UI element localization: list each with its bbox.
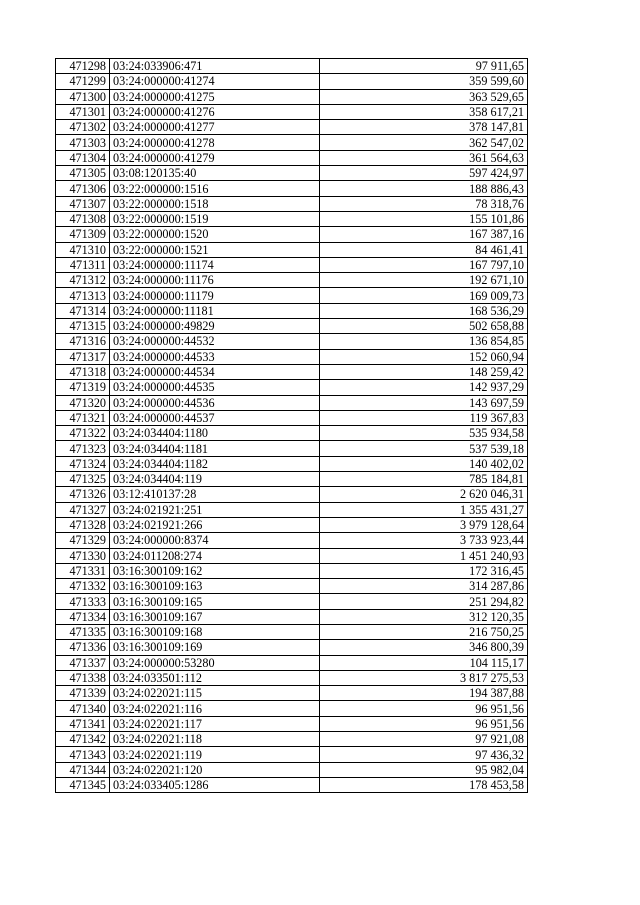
table-row	[56, 716, 528, 731]
row-id-cell: 471325	[56, 472, 110, 487]
row-id-cell: 471329	[56, 533, 110, 548]
table-row	[56, 349, 528, 364]
table-row	[56, 319, 528, 334]
cadastral-number-cell: 03:24:000000:53280	[110, 655, 320, 670]
row-id-cell: 471330	[56, 548, 110, 563]
cadastral-number-cell: 03:08:120135:40	[110, 166, 320, 181]
cadastral-value-cell: 312 120,35	[320, 609, 528, 624]
cadastral-value-cell: 194 387,88	[320, 686, 528, 701]
table-row	[56, 640, 528, 655]
table-row	[56, 196, 528, 211]
row-id-cell: 471306	[56, 181, 110, 196]
cadastral-value-cell: 140 402,02	[320, 456, 528, 471]
cadastral-value-cell: 148 259,42	[320, 364, 528, 379]
cadastral-value-cell: 167 797,10	[320, 257, 528, 272]
table-row	[56, 579, 528, 594]
row-id-cell: 471320	[56, 395, 110, 410]
cadastral-value-cell: 502 658,88	[320, 319, 528, 334]
cadastral-value-cell: 97 921,08	[320, 732, 528, 747]
cadastral-number-cell: 03:24:000000:11176	[110, 273, 320, 288]
cadastral-value-cell: 97 436,32	[320, 747, 528, 762]
table-row	[56, 533, 528, 548]
table-row	[56, 732, 528, 747]
table-row	[56, 624, 528, 639]
cadastral-number-cell: 03:22:000000:1516	[110, 181, 320, 196]
cadastral-number-cell: 03:16:300109:169	[110, 640, 320, 655]
table-row	[56, 747, 528, 762]
cadastral-number-cell: 03:24:000000:44533	[110, 349, 320, 364]
row-id-cell: 471338	[56, 670, 110, 685]
cadastral-number-cell: 03:24:000000:41276	[110, 104, 320, 119]
cadastral-number-cell: 03:24:034404:119	[110, 472, 320, 487]
cadastral-value-cell: 361 564,63	[320, 150, 528, 165]
cadastral-value-cell: 142 937,29	[320, 380, 528, 395]
row-id-cell: 471300	[56, 89, 110, 104]
table-row	[56, 563, 528, 578]
cadastral-number-cell: 03:22:000000:1521	[110, 242, 320, 257]
cadastral-number-cell: 03:22:000000:1519	[110, 211, 320, 226]
table-row	[56, 74, 528, 89]
cadastral-number-cell: 03:16:300109:162	[110, 563, 320, 578]
cadastral-value-cell: 3 733 923,44	[320, 533, 528, 548]
row-id-cell: 471333	[56, 594, 110, 609]
cadastral-number-cell: 03:16:300109:168	[110, 624, 320, 639]
cadastral-value-cell: 178 453,58	[320, 777, 528, 792]
row-id-cell: 471323	[56, 441, 110, 456]
cadastral-number-cell: 03:24:000000:11181	[110, 303, 320, 318]
table-row	[56, 548, 528, 563]
cadastral-value-cell: 2 620 046,31	[320, 487, 528, 502]
cadastral-value-cell: 97 911,65	[320, 59, 528, 74]
cadastral-number-cell: 03:24:021921:266	[110, 517, 320, 532]
table-row	[56, 502, 528, 517]
row-id-cell: 471315	[56, 319, 110, 334]
row-id-cell: 471328	[56, 517, 110, 532]
row-id-cell: 471317	[56, 349, 110, 364]
cadastral-value-cell: 78 318,76	[320, 196, 528, 211]
cadastral-value-cell: 537 539,18	[320, 441, 528, 456]
row-id-cell: 471331	[56, 563, 110, 578]
row-id-cell: 471309	[56, 227, 110, 242]
row-id-cell: 471314	[56, 303, 110, 318]
cadastral-number-cell: 03:24:011208:274	[110, 548, 320, 563]
row-id-cell: 471308	[56, 211, 110, 226]
table-row	[56, 242, 528, 257]
cadastral-value-cell: 1 451 240,93	[320, 548, 528, 563]
cadastral-number-cell: 03:22:000000:1520	[110, 227, 320, 242]
cadastral-number-cell: 03:24:022021:115	[110, 686, 320, 701]
cadastral-value-cell: 3 979 128,64	[320, 517, 528, 532]
row-id-cell: 471305	[56, 166, 110, 181]
cadastral-number-cell: 03:24:034404:1180	[110, 426, 320, 441]
table-row	[56, 701, 528, 716]
row-id-cell: 471316	[56, 334, 110, 349]
row-id-cell: 471313	[56, 288, 110, 303]
row-id-cell: 471298	[56, 59, 110, 74]
cadastral-value-cell: 168 536,29	[320, 303, 528, 318]
cadastral-number-cell: 03:24:000000:44537	[110, 410, 320, 425]
cadastral-value-cell: 1 355 431,27	[320, 502, 528, 517]
row-id-cell: 471304	[56, 150, 110, 165]
cadastral-number-cell: 03:22:000000:1518	[110, 196, 320, 211]
cadastral-number-cell: 03:24:033501:112	[110, 670, 320, 685]
row-id-cell: 471340	[56, 701, 110, 716]
table-row	[56, 487, 528, 502]
row-id-cell: 471341	[56, 716, 110, 731]
row-id-cell: 471336	[56, 640, 110, 655]
table-row	[56, 135, 528, 150]
row-id-cell: 471343	[56, 747, 110, 762]
cadastral-number-cell: 03:24:000000:44536	[110, 395, 320, 410]
row-id-cell: 471321	[56, 410, 110, 425]
row-id-cell: 471299	[56, 74, 110, 89]
cadastral-number-cell: 03:24:022021:118	[110, 732, 320, 747]
cadastral-number-cell: 03:16:300109:163	[110, 579, 320, 594]
row-id-cell: 471319	[56, 380, 110, 395]
cadastral-number-cell: 03:24:000000:11179	[110, 288, 320, 303]
row-id-cell: 471335	[56, 624, 110, 639]
cadastral-number-cell: 03:16:300109:165	[110, 594, 320, 609]
cadastral-number-cell: 03:24:033405:1286	[110, 777, 320, 792]
cadastral-number-cell: 03:24:033906:471	[110, 59, 320, 74]
cadastral-number-cell: 03:24:000000:44532	[110, 334, 320, 349]
row-id-cell: 471307	[56, 196, 110, 211]
row-id-cell: 471301	[56, 104, 110, 119]
row-id-cell: 471302	[56, 120, 110, 135]
cadastral-value-cell: 95 982,04	[320, 762, 528, 777]
table-row	[56, 410, 528, 425]
table-row	[56, 181, 528, 196]
table-row	[56, 288, 528, 303]
cadastral-value-cell: 3 817 275,53	[320, 670, 528, 685]
cadastral-number-cell: 03:24:000000:8374	[110, 533, 320, 548]
table-row	[56, 364, 528, 379]
table-row	[56, 120, 528, 135]
table-row	[56, 670, 528, 685]
table-row	[56, 777, 528, 792]
cadastral-value-cell: 143 697,59	[320, 395, 528, 410]
cadastral-number-cell: 03:12:410137:28	[110, 487, 320, 502]
cadastral-value-cell: 346 800,39	[320, 640, 528, 655]
cadastral-value-cell: 314 287,86	[320, 579, 528, 594]
cadastral-number-cell: 03:24:000000:41274	[110, 74, 320, 89]
cadastral-number-cell: 03:24:000000:41275	[110, 89, 320, 104]
cadastral-value-cell: 169 009,73	[320, 288, 528, 303]
table-row	[56, 380, 528, 395]
row-id-cell: 471310	[56, 242, 110, 257]
cadastral-value-cell: 188 886,43	[320, 181, 528, 196]
table-row	[56, 211, 528, 226]
cadastral-value-cell: 359 599,60	[320, 74, 528, 89]
table-row	[56, 395, 528, 410]
cadastral-number-cell: 03:24:022021:117	[110, 716, 320, 731]
row-id-cell: 471312	[56, 273, 110, 288]
cadastral-value-cell: 216 750,25	[320, 624, 528, 639]
table-row	[56, 655, 528, 670]
table-row	[56, 104, 528, 119]
cadastral-number-cell: 03:24:000000:11174	[110, 257, 320, 272]
table-row	[56, 609, 528, 624]
row-id-cell: 471332	[56, 579, 110, 594]
table-row	[56, 257, 528, 272]
cadastral-value-cell: 363 529,65	[320, 89, 528, 104]
cadastral-value-cell: 358 617,21	[320, 104, 528, 119]
table-row	[56, 441, 528, 456]
row-id-cell: 471322	[56, 426, 110, 441]
cadastral-value-cell: 785 184,81	[320, 472, 528, 487]
table-body	[56, 59, 528, 793]
table-row	[56, 150, 528, 165]
cadastral-number-cell: 03:24:000000:44535	[110, 380, 320, 395]
row-id-cell: 471345	[56, 777, 110, 792]
cadastral-value-cell: 119 367,83	[320, 410, 528, 425]
table-row	[56, 334, 528, 349]
cadastral-value-cell: 84 461,41	[320, 242, 528, 257]
row-id-cell: 471326	[56, 487, 110, 502]
row-id-cell: 471324	[56, 456, 110, 471]
row-id-cell: 471334	[56, 609, 110, 624]
cadastral-value-cell: 251 294,82	[320, 594, 528, 609]
row-id-cell: 471339	[56, 686, 110, 701]
cadastral-number-cell: 03:24:022021:116	[110, 701, 320, 716]
table-row	[56, 594, 528, 609]
cadastral-value-cell: 172 316,45	[320, 563, 528, 578]
table-row	[56, 517, 528, 532]
cadastral-number-cell: 03:16:300109:167	[110, 609, 320, 624]
row-id-cell: 471318	[56, 364, 110, 379]
row-id-cell: 471303	[56, 135, 110, 150]
cadastral-number-cell: 03:24:000000:41277	[110, 120, 320, 135]
cadastral-value-cell: 535 934,58	[320, 426, 528, 441]
table-row	[56, 472, 528, 487]
cadastral-value-cell: 152 060,94	[320, 349, 528, 364]
cadastral-value-cell: 167 387,16	[320, 227, 528, 242]
cadastral-value-cell: 136 854,85	[320, 334, 528, 349]
table-row	[56, 227, 528, 242]
cadastral-number-cell: 03:24:034404:1182	[110, 456, 320, 471]
cadastral-number-cell: 03:24:021921:251	[110, 502, 320, 517]
cadastral-number-cell: 03:24:000000:41278	[110, 135, 320, 150]
cadastral-value-cell: 104 115,17	[320, 655, 528, 670]
table-row	[56, 59, 528, 74]
cadastral-value-cell: 378 147,81	[320, 120, 528, 135]
cadastral-number-cell: 03:24:000000:41279	[110, 150, 320, 165]
row-id-cell: 471327	[56, 502, 110, 517]
cadastral-number-cell: 03:24:022021:119	[110, 747, 320, 762]
table-row	[56, 686, 528, 701]
cadastral-number-cell: 03:24:034404:1181	[110, 441, 320, 456]
table-row	[56, 303, 528, 318]
row-id-cell: 471311	[56, 257, 110, 272]
cadastral-number-cell: 03:24:000000:44534	[110, 364, 320, 379]
cadastral-value-cell: 96 951,56	[320, 716, 528, 731]
cadastral-number-cell: 03:24:022021:120	[110, 762, 320, 777]
table-row	[56, 456, 528, 471]
table-row	[56, 762, 528, 777]
cadastral-value-table	[55, 58, 528, 793]
row-id-cell: 471337	[56, 655, 110, 670]
cadastral-value-cell: 96 951,56	[320, 701, 528, 716]
row-id-cell: 471344	[56, 762, 110, 777]
row-id-cell: 471342	[56, 732, 110, 747]
cadastral-number-cell: 03:24:000000:49829	[110, 319, 320, 334]
cadastral-value-cell: 362 547,02	[320, 135, 528, 150]
cadastral-value-cell: 597 424,97	[320, 166, 528, 181]
table-row	[56, 166, 528, 181]
table-row	[56, 426, 528, 441]
cadastral-value-cell: 155 101,86	[320, 211, 528, 226]
cadastral-value-cell: 192 671,10	[320, 273, 528, 288]
table-row	[56, 273, 528, 288]
table-row	[56, 89, 528, 104]
